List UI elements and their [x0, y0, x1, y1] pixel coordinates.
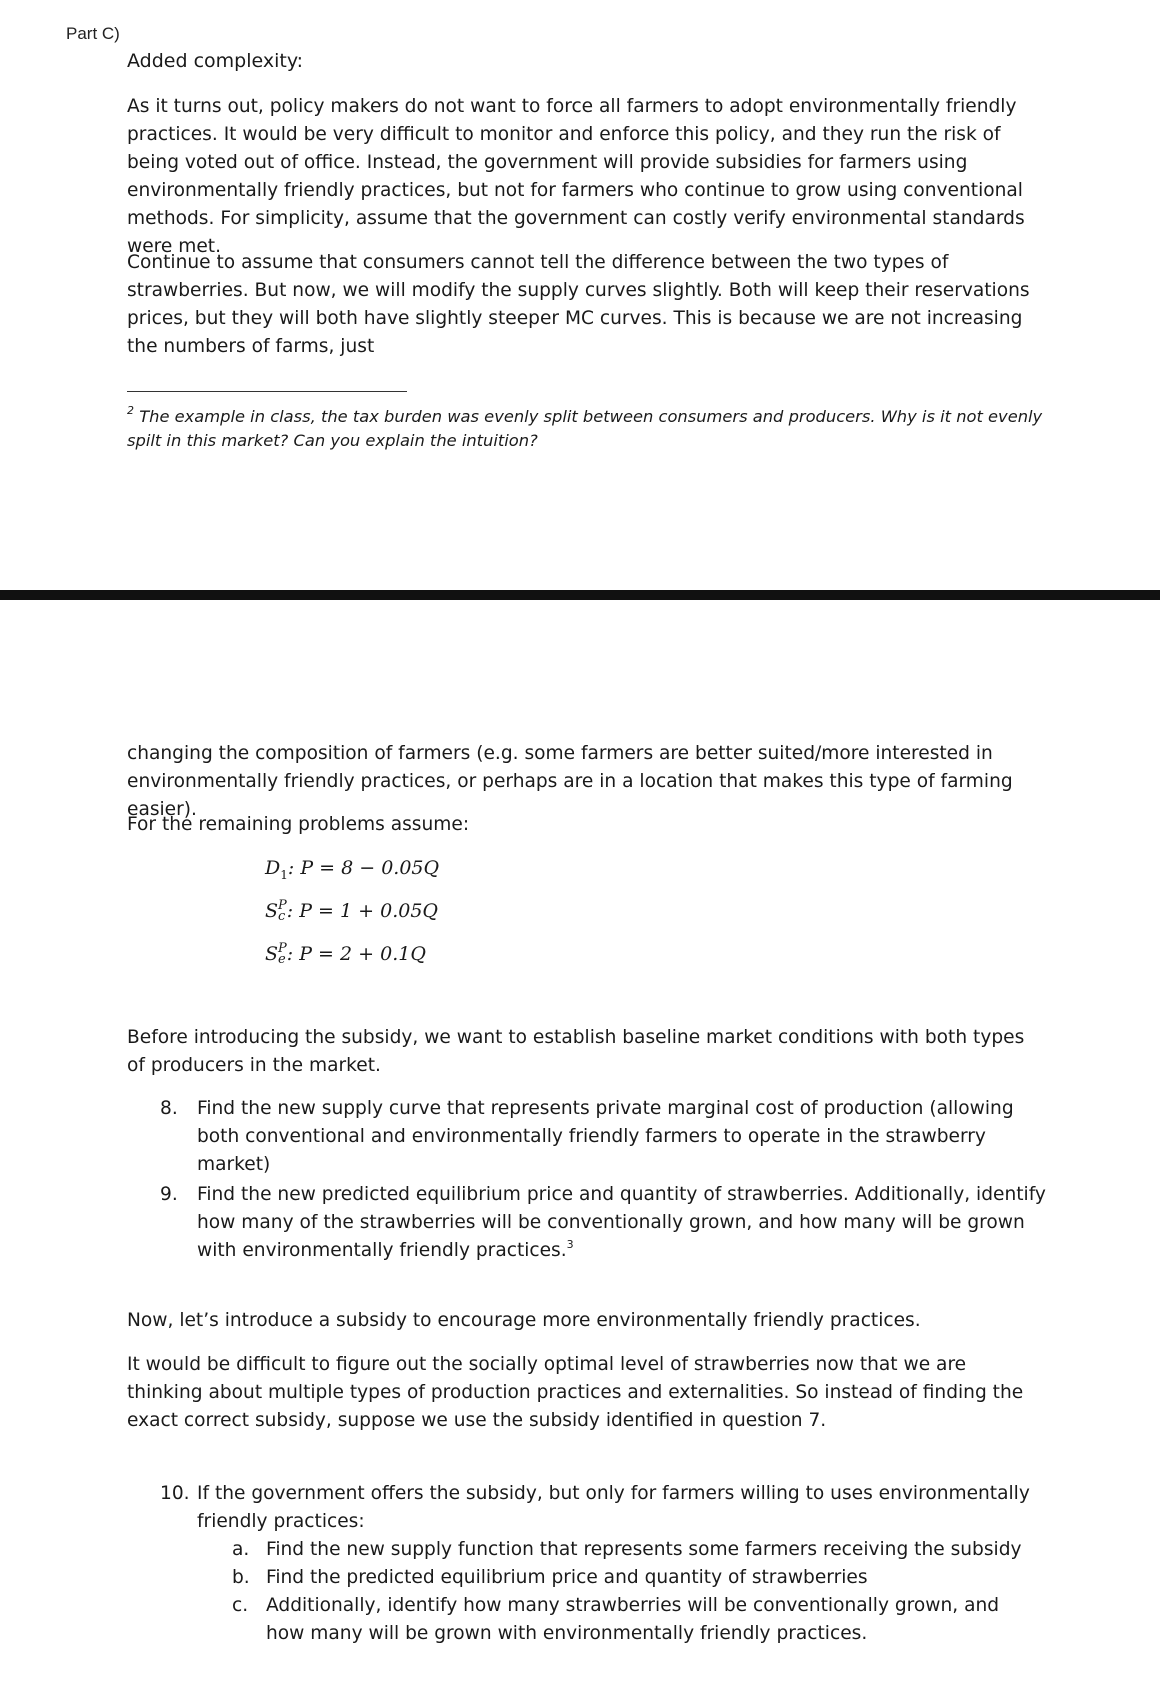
- part-a-letter: a.: [232, 1539, 250, 1560]
- part-b-letter: b.: [232, 1567, 250, 1588]
- eq-se-rhs: P = 2 + 0.1Q: [299, 943, 426, 965]
- paragraph-composition: changing the composition of farmers (e.g. some farmers are better suited/more interested in environmentally friendly practices, or perhaps are in a location that makes this type of farming easier).: [127, 743, 1013, 820]
- question-9-body: [197, 1181, 1060, 1265]
- question-10-part-a: [232, 1536, 1032, 1564]
- footnote: [127, 405, 1047, 453]
- assume-label: For the remaining problems assume:: [127, 814, 470, 835]
- question-9: [160, 1181, 1060, 1265]
- eq-demand-rhs: P = 8 − 0.05Q: [300, 857, 440, 879]
- paragraph-policy: As it turns out, policy makers do not want to force all farmers to adopt environmentally friendly practices. It would be very difficult to monitor and enforce this policy, and they run the risk of being voted out of office. Instead, the government will provide subsidies for farmers using environmentally friendly practices, but not for farmers who continue to grow using conventional methods. For simplicity, assume that the government can costly verify environmental standards were met.: [127, 96, 1025, 257]
- page-break: [0, 590, 1160, 600]
- question-8-text: Find the new supply curve that represents private marginal cost of production (allowing both conventional and environmentally friendly farmers to operate in the strawberry market): [197, 1098, 1014, 1175]
- question-9-text: Find the new predicted equilibrium price and quantity of strawberries. Additionally, identify how many of the strawberries will be conventionally grown, and how many will be grown with environmentally friendly practices.: [197, 1184, 1046, 1261]
- eq-demand-symbol: D: [265, 857, 281, 879]
- footnote-divider: [127, 391, 407, 392]
- eq-se-sup: P: [278, 941, 287, 956]
- part-c-letter: c.: [232, 1595, 249, 1616]
- question-10: [160, 1480, 1060, 1536]
- paragraph-consumers: Continue to assume that consumers cannot tell the difference between the two types of strawberries. But now, we will modify the supply curves slightly. Both will keep their reservations prices, but they will both have slightly steeper MC curves. This is because we are not increasing the numbers of farms, just: [127, 252, 1030, 357]
- section-heading: Added complexity:: [127, 50, 304, 72]
- eq-se-symbol: S: [265, 943, 279, 965]
- paragraph-subsidy-detail: It would be difficult to figure out the socially optimal level of strawberries now that we are thinking about multiple types of production practices and externalities. So instead of finding the exact correct subsidy, suppose we use the subsidy identified in question 7.: [127, 1354, 1024, 1431]
- question-10-number: 10.: [160, 1483, 190, 1504]
- part-label: Part C): [66, 24, 120, 43]
- eq-sc-sub: c: [278, 909, 286, 924]
- equation-demand: $D_1$: P = 8 − 0.05Q: [265, 857, 440, 882]
- eq-sc-rhs: P = 1 + 0.05Q: [299, 900, 438, 922]
- paragraph-baseline: Before introducing the subsidy, we want to establish baseline market conditions with both types of producers in the market.: [127, 1027, 1025, 1076]
- eq-sc-symbol: S: [265, 900, 279, 922]
- footnote-marker: 2: [127, 404, 134, 417]
- part-b-text: Find the predicted equilibrium price and quantity of strawberries: [266, 1567, 868, 1588]
- eq-se-sub: e: [278, 952, 286, 967]
- question-8: [160, 1095, 1060, 1179]
- part-a-text: Find the new supply function that represents some farmers receiving the subsidy: [266, 1539, 1022, 1560]
- question-8-number: 8.: [160, 1098, 178, 1119]
- eq-sc-sup: P: [278, 898, 287, 913]
- footnote-ref-3: 3: [566, 1238, 574, 1251]
- paragraph-subsidy-intro: Now, let’s introduce a subsidy to encourage more environmentally friendly practices.: [127, 1310, 921, 1331]
- question-10-part-b: [232, 1564, 1032, 1592]
- question-10-part-c: [232, 1592, 1032, 1648]
- question-10-text: If the government offers the subsidy, but only for farmers willing to uses environmentally friendly practices:: [197, 1483, 1030, 1532]
- question-9-number: 9.: [160, 1184, 178, 1205]
- equation-supply-conventional: S P c : P = 1 + 0.05Q: [265, 898, 438, 924]
- equation-supply-environmental: S P e : P = 2 + 0.1Q: [265, 941, 426, 967]
- footnote-text: The example in class, the tax burden was evenly split between consumers and producers. Why is it not evenly spilt in this market? Can you explain the intuition?: [127, 407, 1043, 450]
- part-c-text: Additionally, identify how many strawberries will be conventionally grown, and how many will be grown with environmentally friendly practices.: [266, 1595, 1000, 1644]
- eq-demand-sub: 1: [280, 867, 288, 882]
